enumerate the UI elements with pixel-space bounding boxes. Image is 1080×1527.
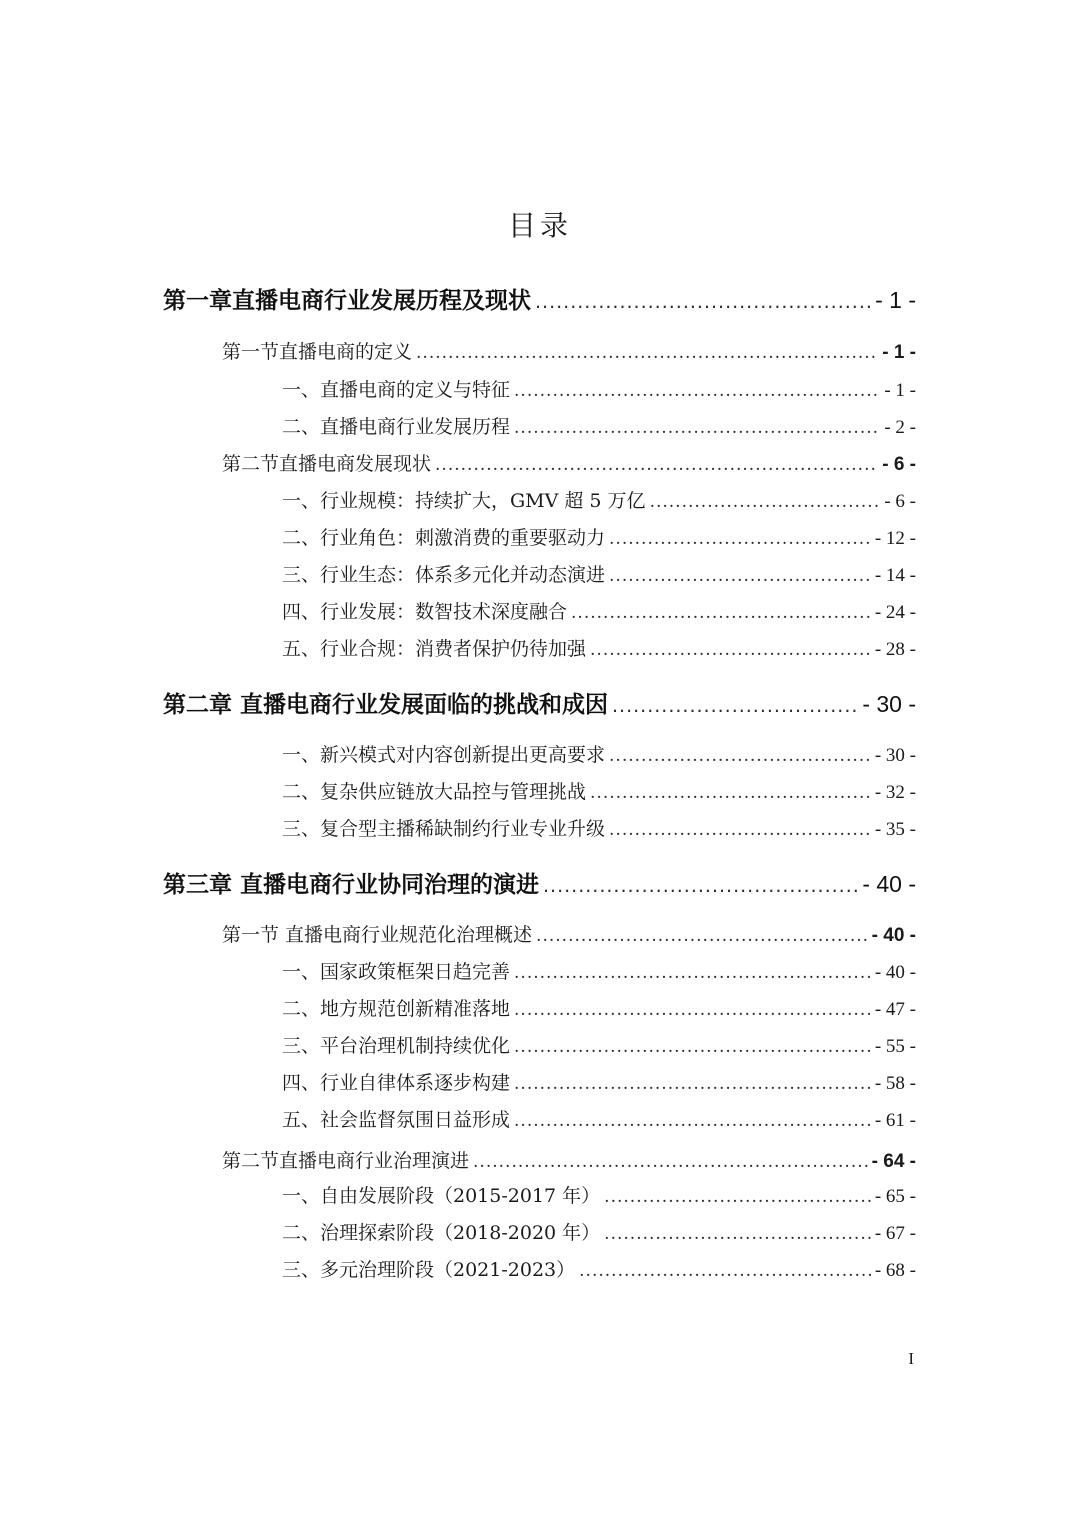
toc-dot-leader	[514, 420, 880, 437]
toc-dot-leader	[609, 531, 871, 548]
toc-entry-item[interactable]	[282, 1074, 916, 1093]
toc-entry-item[interactable]	[282, 381, 916, 400]
toc-entry-page-number: - 24 -	[874, 602, 916, 623]
toc-entry-page-number: - 2 -	[884, 417, 916, 438]
toc-entry-label: 三、复合型主播稀缺制约行业专业升级	[282, 818, 606, 840]
toc-entry-section[interactable]	[222, 455, 916, 474]
toc-entry-label: 二、地方规范创新精准落地	[282, 998, 511, 1020]
toc-entry-section[interactable]	[222, 926, 916, 945]
toc-entry-page-number: - 1 -	[875, 287, 916, 313]
toc-entry-label: 一、新兴模式对内容创新提出更高要求	[282, 744, 606, 766]
toc-entry-label: 四、行业自律体系逐步构建	[282, 1072, 511, 1094]
toc-entry-page-number: - 58 -	[874, 1073, 916, 1094]
toc-dot-leader	[604, 1189, 871, 1206]
toc-entry-page-number: - 35 -	[874, 819, 916, 840]
toc-entry-label: 第二节直播电商行业治理演进	[222, 1150, 470, 1172]
toc-dot-leader	[609, 568, 871, 585]
toc-entry-section[interactable]	[222, 1152, 916, 1171]
toc-entry-label: 五、社会监督氛围日益形成	[282, 1109, 511, 1131]
toc-entry-label: 一、直播电商的定义与特征	[282, 379, 511, 401]
toc-entry-chapter[interactable]	[163, 693, 916, 717]
toc-entry-item[interactable]	[282, 640, 916, 659]
toc-entry-page-number: - 40 -	[871, 925, 916, 946]
toc-entry-label: 三、多元治理阶段（2021-2023）	[282, 1259, 576, 1281]
toc-entry-page-number: - 6 -	[884, 491, 916, 512]
toc-dot-leader	[514, 1113, 871, 1130]
toc-entry-page-number: - 6 -	[882, 454, 916, 475]
toc-entry-page-number: - 14 -	[874, 565, 916, 586]
toc-dot-leader	[473, 1154, 868, 1171]
toc-entry-page-number: - 1 -	[882, 342, 916, 363]
toc-entry-label: 第一章直播电商行业发展历程及现状	[163, 288, 531, 314]
toc-entry-page-number: - 67 -	[874, 1223, 916, 1244]
toc-entry-page-number: - 47 -	[874, 999, 916, 1020]
toc-entry-label: 二、直播电商行业发展历程	[282, 416, 511, 438]
toc-entry-label: 一、行业规模：持续扩大，GMV 超 5 万亿	[282, 490, 646, 512]
toc-dot-leader	[535, 293, 871, 312]
toc-entry-label: 第二节直播电商发展现状	[222, 453, 432, 475]
toc-dot-leader	[609, 748, 871, 765]
toc-entry-label: 第二章 直播电商行业发展面临的挑战和成因	[163, 692, 609, 718]
toc-entry-label: 四、行业发展：数智技术深度融合	[282, 601, 568, 623]
toc-entry-page-number: - 32 -	[874, 782, 916, 803]
toc-entry-page-number: - 64 -	[871, 1151, 916, 1172]
toc-entry-page-number: - 68 -	[874, 1260, 916, 1281]
toc-entry-label: 三、平台治理机制持续优化	[282, 1035, 511, 1057]
toc-title: 目录	[507, 209, 572, 242]
toc-dot-leader	[416, 345, 878, 362]
toc-entry-label: 第一节直播电商的定义	[222, 341, 413, 363]
toc-entry-chapter[interactable]	[163, 289, 916, 313]
toc-entry-item[interactable]	[282, 783, 916, 802]
toc-entry-item[interactable]	[282, 820, 916, 839]
toc-entry-page-number: - 61 -	[874, 1110, 916, 1131]
toc-dot-leader	[650, 494, 881, 511]
toc-entry-item[interactable]	[282, 1037, 916, 1056]
toc-entry-label: 二、复杂供应链放大品控与管理挑战	[282, 781, 587, 803]
toc-entry-page-number: - 40 -	[862, 871, 916, 897]
toc-entry-label: 一、自由发展阶段（2015-2017 年）	[282, 1185, 601, 1207]
toc-dot-leader	[590, 785, 871, 802]
toc-entry-chapter[interactable]	[163, 873, 916, 897]
toc-entry-page-number: - 30 -	[874, 745, 916, 766]
toc-entry-item[interactable]	[282, 1111, 916, 1130]
toc-dot-leader	[543, 877, 858, 896]
toc-dot-leader	[571, 605, 871, 622]
toc-dot-leader	[590, 642, 871, 659]
toc-entry-item[interactable]	[282, 566, 916, 585]
toc-entry-section[interactable]	[222, 343, 916, 362]
toc-entry-page-number: - 28 -	[874, 639, 916, 660]
page-number-folio: I	[908, 1349, 914, 1368]
toc-entry-item[interactable]	[282, 418, 916, 437]
toc-entry-label: 五、行业合规：消费者保护仍待加强	[282, 638, 587, 660]
toc-entry-page-number: - 1 -	[884, 380, 916, 401]
toc-dot-leader	[514, 965, 871, 982]
toc-dot-leader	[579, 1263, 871, 1280]
toc-entry-page-number: - 65 -	[874, 1186, 916, 1207]
toc-dot-leader	[514, 1039, 871, 1056]
toc-entry-label: 第一节 直播电商行业规范化治理概述	[222, 924, 533, 946]
toc-entry-page-number: - 12 -	[874, 528, 916, 549]
toc-dot-leader	[609, 822, 871, 839]
toc-dot-leader	[514, 1076, 871, 1093]
toc-entry-item[interactable]	[282, 529, 916, 548]
toc-entry-page-number: - 55 -	[874, 1036, 916, 1057]
toc-entry-page-number: - 40 -	[874, 962, 916, 983]
toc-entry-label: 二、行业角色：刺激消费的重要驱动力	[282, 527, 606, 549]
toc-dot-leader	[514, 383, 880, 400]
toc-dot-leader	[536, 928, 868, 945]
toc-entry-item[interactable]	[282, 1000, 916, 1019]
toc-entry-item[interactable]	[282, 1261, 916, 1280]
toc-dot-leader	[514, 1002, 871, 1019]
toc-entry-item[interactable]	[282, 603, 916, 622]
toc-dot-leader	[604, 1226, 871, 1243]
toc-entry-item[interactable]	[282, 746, 916, 765]
toc-entry-item[interactable]	[282, 963, 916, 982]
toc-entry-label: 一、国家政策框架日趋完善	[282, 961, 511, 983]
toc-dot-leader	[435, 457, 878, 474]
toc-entry-label: 第三章 直播电商行业协同治理的演进	[163, 872, 540, 898]
toc-entry-item[interactable]	[282, 1224, 916, 1243]
toc-entry-item[interactable]	[282, 1187, 916, 1206]
toc-dot-leader	[612, 697, 858, 716]
toc-entry-page-number: - 30 -	[862, 691, 916, 717]
toc-entry-label: 三、行业生态：体系多元化并动态演进	[282, 564, 606, 586]
toc-entry-item[interactable]	[282, 492, 916, 511]
toc-entry-label: 二、治理探索阶段（2018-2020 年）	[282, 1222, 601, 1244]
